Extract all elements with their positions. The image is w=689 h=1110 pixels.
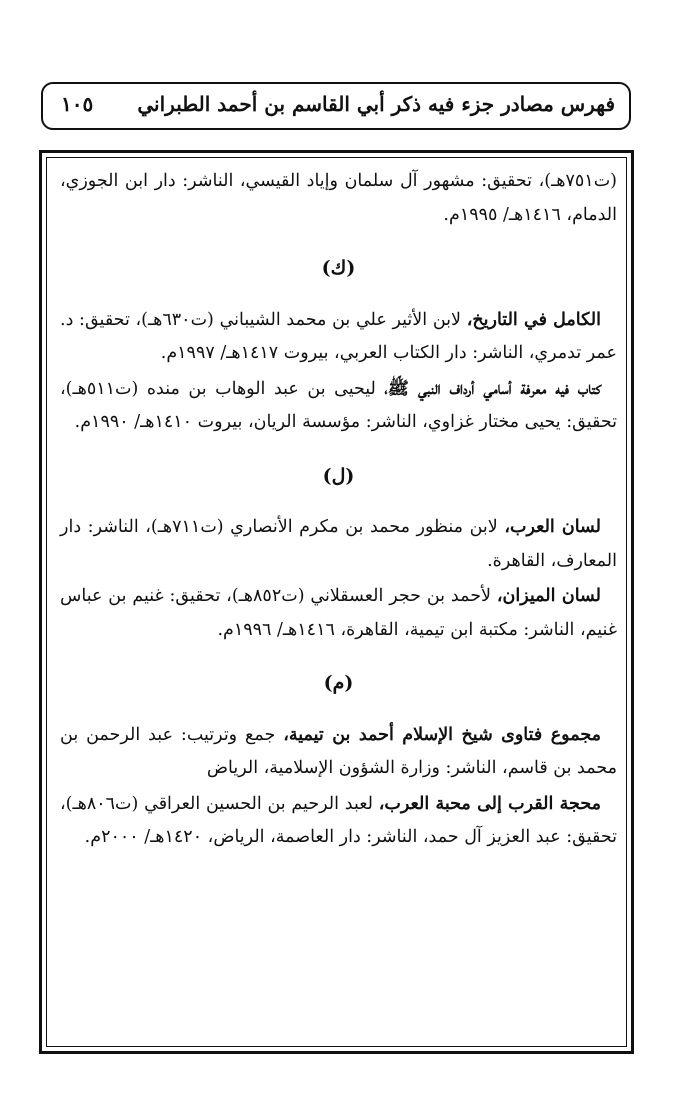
entry-mahajjat-al-qurab [60, 788, 617, 855]
entry-majmu-fatawa [60, 719, 617, 786]
text-frame [39, 150, 634, 1054]
entry-lisan-al-mizan [60, 580, 617, 647]
entry-text: جمع وترتيب: عبد الرحمن بن محمد بن قاسم، الناشر: وزارة الشؤون الإسلامية، الرياض [60, 724, 617, 778]
entry-text: لعبد الرحيم بن الحسين العراقي (ت٨٠٦هـ)، تحقيق: عبد العزيز آل حمد، الناشر: دار العاصمة، الرياض، ١٤٢٠هـ/ ٢٠٠٠م. [60, 793, 617, 847]
section-heading-lam: (ل) [322, 464, 355, 487]
section-heading-kaf: (ك) [321, 257, 356, 279]
entry-text: لابن منظور محمد بن مكرم الأنصاري (ت٧١١هـ)، الناشر: دار المعارف، القاهرة. [60, 517, 617, 571]
entry-text: لابن الأثير علي بن محمد الشيباني (ت٦٣٠هـ)، تحقيق: د. عمر تدمري، الناشر: دار الكتاب العربي، بيروت ١٤١٧هـ/ ١٩٩٧م. [60, 309, 617, 363]
entry-al-kamil [60, 304, 617, 371]
entry-text: ليحيى بن عبد الوهاب بن منده (ت٥١١هـ)، تحقيق: يحيى مختار غزاوي، الناشر: مؤسسة الريان، بيروت ١٤١٠هـ/ ١٩٩٠م. [60, 378, 617, 432]
intro-paragraph: (ت٧٥١هـ)، تحقيق: مشهور آل سلمان وإياد القيسي، الناشر: دار ابن الجوزي، الدمام، ١٤١٦هـ/ ١٩٩٥م. [60, 171, 617, 225]
entry-lisan-al-arab [60, 511, 617, 578]
entry-title: محجة القرب إلى محبة العرب، [378, 793, 601, 814]
header-title: فهرس مصادر جزء فيه ذكر أبي القاسم بن أحمد الطبراني [137, 92, 615, 116]
entry-title: الكامل في التاريخ، [466, 309, 601, 330]
running-header [41, 82, 631, 130]
section-heading-mim: (م) [323, 672, 354, 694]
entry-title: مجموع فتاوى شيخ الإسلام أحمد بن تيمية، [283, 724, 601, 745]
entry-text: لأحمد بن حجر العسقلاني (ت٨٥٢هـ)، تحقيق: غنيم بن عباس غنيم، الناشر: مكتبة ابن تيمية، القاهرة، ١٤١٦هـ/ ١٩٩٦م. [60, 586, 617, 640]
entry-title: لسان العرب، [504, 517, 602, 537]
entry-title: كتاب فيه معرفة أسامي أرداف النبي ﷺ، [384, 378, 601, 399]
entry-kitab-ardaf [60, 373, 617, 440]
page-number: ١٠٥ [61, 92, 94, 116]
entry-title: لسان الميزان، [496, 586, 601, 606]
page-body [60, 165, 617, 855]
